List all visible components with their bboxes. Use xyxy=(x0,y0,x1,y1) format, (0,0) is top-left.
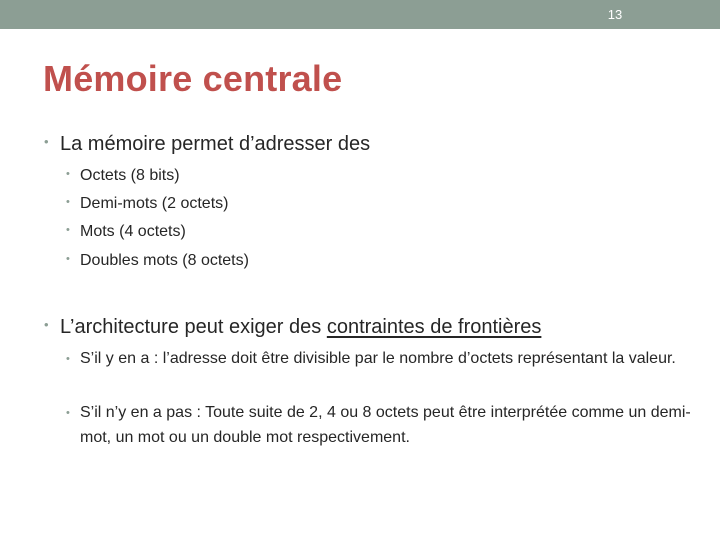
sub-bullet-text: Mots (4 octets) xyxy=(80,223,186,240)
bullet-dot-icon: • xyxy=(66,353,70,365)
bullet-text: L’architecture peut exiger des xyxy=(60,316,327,338)
bullet-memory-addressing xyxy=(44,133,371,156)
bullet-dot-icon: • xyxy=(66,253,70,265)
slide-title: Mémoire centrale xyxy=(43,58,343,99)
sub-bullet-text: S’il y en a : l’adresse doit être divisible par le nombre d’octets représentant la valeur. xyxy=(80,350,676,367)
sub-bullet-doubles-mots xyxy=(66,252,249,270)
sub-bullet-without-constraints xyxy=(66,400,705,450)
bullet-dot-icon: • xyxy=(66,407,70,419)
bullet-dot-icon: • xyxy=(66,224,70,236)
sub-bullet-text: Octets (8 bits) xyxy=(80,167,180,184)
sub-bullet-text: Doubles mots (8 octets) xyxy=(80,252,249,269)
bullet-architecture-constraints xyxy=(44,316,542,339)
bullet-dot-icon: • xyxy=(44,317,49,332)
bullet-text: La mémoire permet d’adresser des xyxy=(60,133,371,155)
bullet-dot-icon: • xyxy=(44,134,49,149)
bullet-dot-icon: • xyxy=(66,168,70,180)
bullet-dot-icon: • xyxy=(66,196,70,208)
sub-bullet-mots xyxy=(66,223,186,241)
sub-bullet-with-constraints xyxy=(66,346,705,371)
sub-bullet-text: S’il n’y en a pas : Toute suite de 2, 4 ou 8 octets peut être interprétée comme un demi-mot, un mot ou un double mot respectivement. xyxy=(80,404,691,446)
underlined-term: contraintes de frontières xyxy=(326,316,542,338)
sub-bullet-demi-mots xyxy=(66,195,229,213)
top-bar xyxy=(0,0,720,29)
sub-bullet-octets xyxy=(66,167,180,185)
page-number: 13 xyxy=(607,7,623,22)
sub-bullet-text: Demi-mots (2 octets) xyxy=(80,195,229,212)
